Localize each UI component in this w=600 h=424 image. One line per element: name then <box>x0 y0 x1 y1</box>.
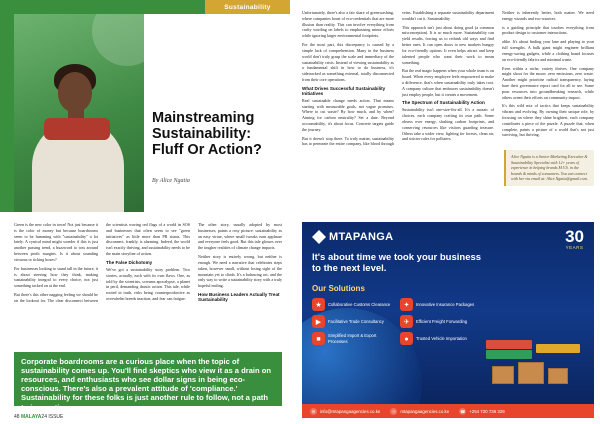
author-portrait-photo <box>14 14 144 212</box>
solution-item[interactable] <box>400 332 482 345</box>
right-page <box>296 0 600 424</box>
ad-contact-bar <box>302 404 594 418</box>
paragraph: is a guiding principle that touches everything from product design to customer interactions. <box>502 24 594 36</box>
subhead: What Drives Successful Sustainability Initiatives <box>302 85 386 96</box>
contact-phone[interactable] <box>459 408 505 415</box>
solution-label: Collaborative Customs Clearance <box>328 301 391 307</box>
plane-icon: ✈ <box>400 315 413 328</box>
pull-quote: Corporate boardrooms are a curious place when the topic of sustainability comes up. You'll find skeptics who view it as a drain on resources, and enthusiasts who see dollar signs in being eco-conscious. There's also a prevalent attitude of 'compliance.' Sustainability for these folks is just another rule to follow, not a path to innovation. <box>14 352 282 406</box>
carton-box <box>548 368 568 384</box>
paragraph: The other story, usually adopted by most businesses, paints a rosy picture: sustainability as an easy virtue, where small tweaks earn applause and everyone feels good. But this tale glosses over the tougher realities of climate change impacts. <box>198 222 282 251</box>
anniversary-number: 30 <box>565 227 584 246</box>
folio <box>14 414 63 420</box>
carton-box <box>518 362 544 384</box>
solutions-title: Our Solutions <box>312 284 365 293</box>
left-page <box>0 0 290 424</box>
handshake-icon: ★ <box>312 298 325 311</box>
solution-label: Innovative Insurance Packages <box>416 301 475 307</box>
page-title: Mainstreaming Sustainability: Fluff Or Action? <box>152 110 262 159</box>
portrait-scarf <box>44 118 110 140</box>
contact-email-value: info@mtapangaagencies.co.ke <box>320 408 381 414</box>
solutions-grid <box>312 298 482 345</box>
contact-email[interactable] <box>310 408 380 415</box>
advertiser-logo <box>312 230 393 244</box>
paragraph: alike. It's about finding your lane and playing to your full strengths. A bulk giant might engineer brilliant energy-saving gadgets, while a clothing brand focuses on eco-friendly fabrics and minimal waste. <box>502 39 594 62</box>
anniversary-label: YEARS <box>565 245 584 250</box>
phone-icon: ☎ <box>460 408 466 414</box>
solution-label: Facilitative Trade Consultancy <box>328 318 384 324</box>
solution-label: Trusted Vehicle Importation <box>416 335 467 341</box>
paragraph: For the most part, this discrepancy is caused by a simple lack of comprehension. Many in the business world don't truly grasp the scale and immediacy of the sustainability crisis. Instead of viewing sustainability as a fundamental shift in how to do business, it's sidetracked as something external, totally disconnected from their core operations. <box>302 42 394 82</box>
truck-icon: ▶ <box>312 315 325 328</box>
paragraph: But it doesn't stop there. To truly matter, sustainability has to permeate the entire company, like blood through veins. Establishing a separate sustainability department wouldn't cut it. Sustainability <box>302 10 494 147</box>
paragraph: Neither is inherently better, both matter. We need energy wizards and eco-warriors <box>502 10 594 21</box>
shield-icon: ✦ <box>400 298 413 311</box>
container-yellow <box>536 344 580 353</box>
contact-website[interactable] <box>390 408 449 415</box>
solution-label: Efficient Freight Forwarding <box>416 318 468 324</box>
contact-phone-value: +254 720 736 329 <box>469 408 505 414</box>
folio-page: 48 <box>14 414 20 420</box>
solution-item[interactable] <box>312 332 394 345</box>
subhead: The Spectrum of Sustainability Action <box>402 100 485 106</box>
solution-item[interactable] <box>312 315 394 328</box>
section-tab: Sustainability <box>205 0 290 14</box>
paragraph: But there's this other nagging feeling we should be on the lookout for. The clear disconnect between the scientists waving red flags of a world in SOS and businesses that often seem to see "green initiatives" as little more than PR stunts. This disconnect, frankly, is alarming. Indeed, the world isn't exactly thriving, and sustainability needs to be the main storyline of action. <box>14 222 190 303</box>
solution-item[interactable] <box>400 298 482 311</box>
paragraph: Unfortunately, there's also a fair share of greenwashing, where companies boast of eco-credentials that are more illusion than reality. This can involve everything from crafty wording on labels to emphasising minor efforts while ignoring larger environmental footprints. <box>302 10 394 39</box>
solution-item[interactable] <box>312 298 394 311</box>
cargo-illustration <box>482 314 590 392</box>
subhead: The False Dichotomy <box>106 259 153 265</box>
left-green-bar <box>0 0 14 212</box>
subhead: How Business Leaders Actually Treat Sustainability <box>198 291 280 302</box>
ad-headline: It's about time we took your business to the next level. <box>312 252 482 275</box>
paragraph: Green is the new color in town! Not just because it is the color of money but because boardrooms seem to be humming with "sustainability" a lot lately. A cynical mind might wonder if this is just another passing trend, a buzzword to toss around between profit margins. Is it about sounding virtuous or ticking boxes? <box>14 222 98 262</box>
byline: By Alice Ngatia <box>152 178 190 184</box>
globe-icon: ☉ <box>392 408 396 414</box>
paragraph: Neither story is entirely wrong, but neither is enough. We need a narrative that celebrates steps taken, however small, without losing sight of the mountain yet to climb. It's a balancing act, and the only way to write a sustainability story with a truly hopeful ending. <box>198 254 282 289</box>
container-green <box>486 350 532 359</box>
anniversary-badge <box>565 228 584 250</box>
folio-brand: MALAYA <box>20 414 42 420</box>
container-red <box>486 340 532 349</box>
paragraph: Real sustainable change needs action. That means starting with measurable goals, not vague promises. Where to cut waste? By how much, and by when? Aiming for carbon neutrality? Set a date. Beyond accountability, it's about focus. Concrete targets guide the journey. <box>302 97 394 132</box>
paragraph: But the real magic happens when your whole team is on board. When every employee feels empowered to make a difference, that's when sustainability truly takes root. A company culture that embraces sustainability doesn't just employ people, but it creates a movement. <box>402 68 494 97</box>
paragraph: For businesses looking to stand tall in the future, it is about steering how they think, making sustainability integral to every choice, not just something tacked on at the end. <box>14 265 98 289</box>
left-body-columns <box>14 222 282 352</box>
paragraph: We've got a sustainability story problem. Two stories, actually, each with its own flaws. One, as told by the scientists, screams apocalypse, a planet in peril, demanding drastic action. This tale, while rooted in truth, risks being counterproductive as overwhelm breeds inaction, and fear can fatigue. <box>106 266 190 301</box>
author-bio-box: Alice Ngatia is a Senior Marketing Executive & Sustainability Specialist with 12+ years of experience in helping brands M.V.S. in the boards & minds of consumers. You can connect with her via email at: Alice.Ngatia@gmail.com. <box>504 150 594 186</box>
diamond-logo-icon <box>312 230 326 244</box>
paragraph: Sustainability isn't one-size-fits-all. It's a mosaic of choices, each company crafting its own path. Some obsess over energy, slashing carbon footprints, and conserving resources like visitors guarding treasure. Others take a wider view, fighting for forests, clean air, and stricter rules for polluters. <box>402 107 494 142</box>
contact-website-value: mtapangaagencies.co.ke <box>400 408 450 414</box>
folio-issue: 24 ISSUE <box>41 414 64 420</box>
box-icon: ■ <box>312 332 325 345</box>
paragraph: This approach isn't just about doing good (a common misconception). It is so much more. Sustainability can yield results, forcing us to rethink old ways and find better ones. It can open doors to new markets hungry for eco-friendly options. It even helps attract and keep talented people who want their work to mean something. <box>402 24 494 65</box>
carton-box <box>492 366 514 384</box>
solution-label: Simplified Import & Export Processes <box>328 333 377 344</box>
sun-glow <box>92 14 144 66</box>
paragraph: Even within a niche, variety thrives. One company might shoot for the moon: zero emissions, zero waste. Another might prioritise radical transparency, laying bare their governance report card for all to see. Some pour resources into groundbreaking research, while others orient their efforts on community impact. <box>502 65 594 100</box>
solution-item[interactable] <box>400 315 482 328</box>
car-icon: ● <box>400 332 413 345</box>
advertiser-name: MTAPANGA <box>329 231 394 243</box>
paragraph: It's this wild mix of tactics that keeps sustainability vibrant and evolving. By owning their unique role, by focusing on where they shine brightest, each company contributes a piece of the puzzle. A puzzle that, when complete, paints a picture of a world that's not just surviving, but thriving. <box>502 103 594 138</box>
mail-icon: ✉ <box>311 408 316 414</box>
advertisement[interactable] <box>302 222 594 418</box>
